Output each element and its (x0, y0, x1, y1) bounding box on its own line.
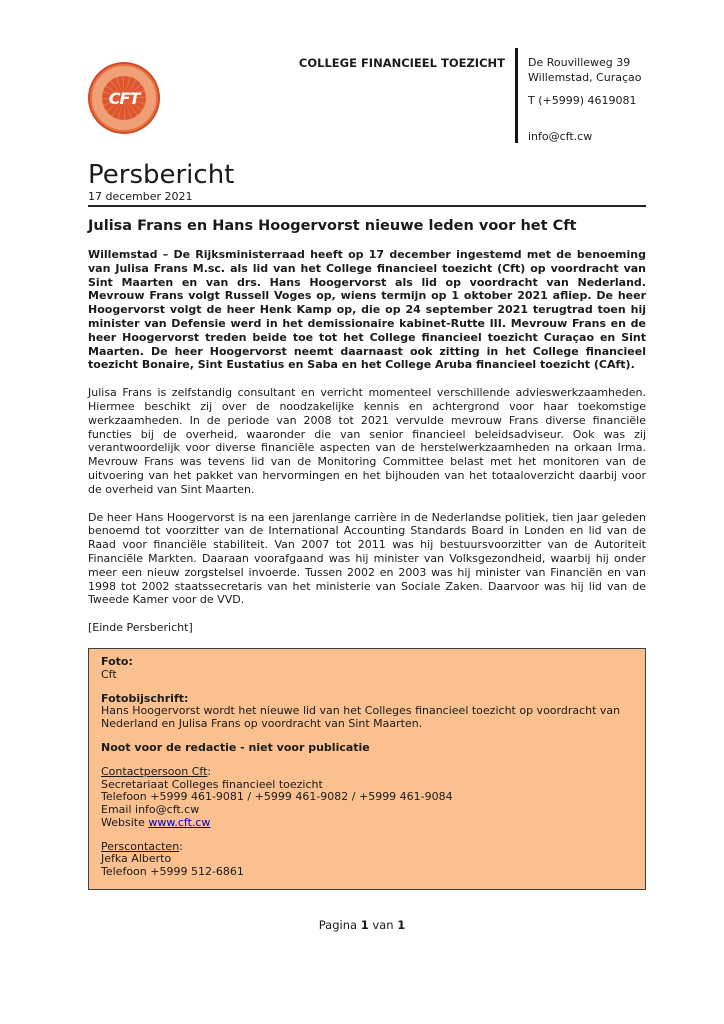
paragraph-hoogervorst-bio: De heer Hans Hoogervorst is na een jarenlange carrière in de Nederlandse politiek, tien jaar geleden benoemd tot voorzitter van de International Accounting Standards Board in Londen en lid van de Raad voor financiële stabiliteit. Van 2007 tot 2011 was hij bestuursvoorzitter van de Autoriteit Financiële Markten. Daaraan voorafgaand was hij minister van Volksgezondheid, waarbij hij onder meer een nieuw zorgstelsel invoerde. Tussen 2002 en 2003 was hij minister van Financiën en van 1998 tot 2002 staatssecretaris van het ministerie van Sociale Zaken. Daarvoor was hij lid van de Tweede Kamer voor de VVD. (88, 510, 646, 607)
letterhead (88, 48, 646, 144)
headline: Julisa Frans en Hans Hoogervorst nieuwe leden voor het Cft (88, 218, 577, 234)
press-contacts-label: Perscontacten (101, 839, 180, 853)
document-date: 17 december 2021 (88, 190, 646, 207)
cft-logo-text: CFT (108, 88, 140, 108)
redaction-note: Noot voor de redactie - niet voor publicatie (101, 740, 370, 754)
contact-person-colon: : (207, 764, 212, 778)
website-line (101, 817, 633, 830)
press-contacts-heading (101, 841, 633, 854)
letterhead-right (299, 48, 646, 144)
caption-label: Fotobijschrift: (101, 691, 189, 705)
address-line-1: De Rouvilleweg 39 (528, 56, 631, 69)
document-type-title: Persbericht (88, 160, 235, 190)
website-link[interactable]: www.cft.cw (148, 815, 211, 829)
footer-page-total: 1 (397, 918, 406, 932)
phone-number: T (+5999) 4619081 (528, 94, 637, 107)
editor-note-box (88, 648, 646, 890)
press-contact-phone: Telefoon +5999 512-6861 (101, 865, 244, 879)
contact-email: Email info@cft.cw (101, 803, 200, 817)
caption-text: Hans Hoogervorst wordt het nieuwe lid van het Colleges financieel toezicht op voordracht van Nederland en Julisa Frans op voordracht van Sint Maarten. (101, 704, 621, 731)
cft-logo-center (102, 76, 146, 120)
page-footer (0, 918, 724, 932)
address-line-2: Willemstad, Curaçao (528, 71, 642, 84)
contact-phones: Telefoon +5999 461-9081 / +5999 461-9082 / +5999 461-9084 (101, 790, 453, 804)
cft-logo (88, 62, 160, 134)
foto-value: Cft (101, 667, 117, 681)
email-address: info@cft.cw (528, 130, 593, 143)
contact-block (528, 55, 646, 144)
lead-paragraph: Willemstad – De Rijksministerraad heeft op 17 december ingestemd met de benoeming van Julisa Frans M.sc. als lid van het College financieel toezicht (Cft) op voordracht van Sint Maarten en van drs. Hans Hoogervorst als lid op voordracht van Nederland. Mevrouw Frans volgt Russell Voges op, wiens termijn op 1 oktober 2021 afliep. De heer Hoogervorst volgt de heer Henk Kamp op, die op 24 september 2021 terugtrad toen hij minister van Defensie werd in het demissionaire kabinet-Rutte III. Mevrouw Frans en de heer Hoogervorst treden beide toe tot het College financieel toezicht Curaçao en Sint Maarten. De heer Hoogervorst neemt daarnaast ook zitting in het College financieel toezicht Bonaire, Sint Eustatius en Saba en het College Aruba financieel toezicht (CAft). (88, 248, 646, 372)
contact-secretariat: Secretariaat Colleges financieel toezicht (101, 777, 323, 791)
footer-page-prefix: Pagina (318, 918, 358, 932)
end-marker: [Einde Persbericht] (88, 621, 193, 635)
header-divider (515, 48, 518, 143)
foto-label: Foto: (101, 654, 133, 668)
contact-person-heading (101, 766, 633, 779)
cft-logo-ring (90, 64, 158, 132)
organization-name: COLLEGE FINANCIEEL TOEZICHT (298, 56, 505, 70)
press-contacts-colon: : (179, 839, 183, 853)
press-contact-name: Jefka Alberto (101, 852, 172, 866)
footer-page-number: 1 (360, 918, 369, 932)
paragraph-frans-bio: Julisa Frans is zelfstandig consultant en verricht momenteel verschillende advieswerkzaamheden. Hiermee beschikt zij over de noodzakelijke kennis en achtergrond voor haar toekomstige werkzaamheden. In de periode van 2008 tot 2021 vervulde mevrouw Frans diverse financiële functies bij de overheid, waaronder die van senior financieel beleidsadviseur. Ook was zij verantwoordelijk voor diverse financiële aspecten van de herstelwerkzaamheden na orkaan Irma. Mevrouw Frans was tevens lid van de Monitoring Committee belast met het monitoren van de uitvoering van het pakket van hervormingen en het bijhouden van het totaaloverzicht daarbij voor de overheid van Sint Maarten. (88, 386, 646, 496)
website-label: Website (101, 815, 145, 829)
footer-page-connector: van (372, 918, 394, 932)
contact-person-label: Contactpersoon Cft (101, 764, 208, 778)
